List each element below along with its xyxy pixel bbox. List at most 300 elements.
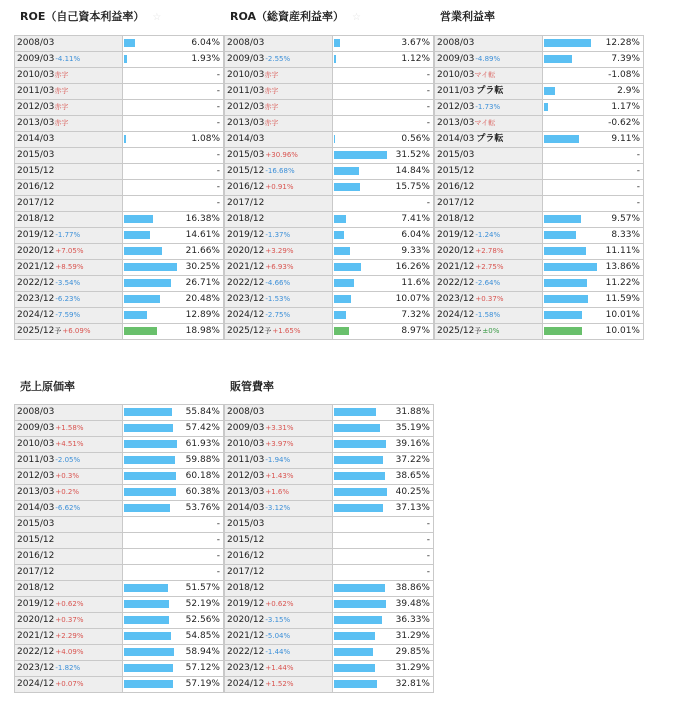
value-label: 57.12% <box>185 663 220 673</box>
table-row <box>15 100 224 116</box>
table-row <box>225 453 434 469</box>
change-value: +2.78% <box>475 247 504 255</box>
period-label: 2024/12 <box>437 310 475 320</box>
value-bar <box>124 456 175 464</box>
table-row <box>15 613 224 629</box>
value-cell <box>333 501 434 517</box>
period-cell <box>15 324 123 340</box>
period-cell <box>225 292 333 308</box>
value-label: - <box>426 86 430 96</box>
period-label: 2019/12 <box>227 599 265 609</box>
favorite-star-icon[interactable]: ☆ <box>352 12 362 23</box>
period-label: 2012/03 <box>437 102 475 112</box>
value-cell <box>333 629 434 645</box>
period-cell <box>15 212 123 228</box>
change-value: +7.05% <box>55 247 84 255</box>
value-cell <box>543 244 644 260</box>
status-note: 赤字 <box>54 71 69 79</box>
period-label: 2020/12 <box>17 246 55 256</box>
table-row <box>225 276 434 292</box>
table-row <box>15 453 224 469</box>
period-label: 2018/12 <box>227 214 265 224</box>
value-bar <box>124 135 126 143</box>
value-bar <box>334 279 354 287</box>
value-label: 14.84% <box>395 166 430 176</box>
value-cell <box>333 292 434 308</box>
period-label: 2025/12 <box>437 326 475 336</box>
period-cell <box>435 148 543 164</box>
value-label: 31.29% <box>395 663 430 673</box>
value-cell <box>123 517 224 533</box>
value-label: - <box>216 102 220 112</box>
change-value: -2.55% <box>265 55 291 63</box>
value-bar <box>334 584 385 592</box>
period-label: 2010/03 <box>227 70 265 80</box>
value-cell <box>123 629 224 645</box>
period-label: 2022/12 <box>437 278 475 288</box>
value-cell <box>123 613 224 629</box>
period-cell <box>225 405 333 421</box>
value-label: 18.98% <box>185 326 220 336</box>
status-note: 赤字 <box>54 103 69 111</box>
period-label: 2015/12 <box>17 166 55 176</box>
period-label: 2021/12 <box>17 262 55 272</box>
value-cell <box>543 132 644 148</box>
value-label: 53.76% <box>185 503 220 513</box>
period-label: 2024/12 <box>227 310 265 320</box>
value-cell <box>123 549 224 565</box>
value-cell <box>123 116 224 132</box>
status-note: 赤字 <box>54 119 69 127</box>
favorite-star-icon[interactable]: ☆ <box>152 12 162 23</box>
period-cell <box>15 645 123 661</box>
value-label: 26.71% <box>185 278 220 288</box>
period-cell <box>225 421 333 437</box>
period-cell <box>435 116 543 132</box>
value-label: 54.85% <box>185 631 220 641</box>
status-note: 赤字 <box>264 87 279 95</box>
panel-title <box>20 378 75 394</box>
period-cell <box>435 324 543 340</box>
value-cell <box>123 421 224 437</box>
value-cell <box>333 148 434 164</box>
table-row <box>15 132 224 148</box>
value-cell <box>123 132 224 148</box>
period-label: 2018/12 <box>17 583 55 593</box>
period-cell <box>225 629 333 645</box>
value-cell <box>543 292 644 308</box>
value-label: 1.17% <box>611 102 640 112</box>
table-row <box>15 84 224 100</box>
value-cell <box>543 196 644 212</box>
value-label: 1.12% <box>401 54 430 64</box>
value-label: 39.48% <box>395 599 430 609</box>
value-bar <box>124 247 162 255</box>
period-cell <box>435 132 543 148</box>
value-bar <box>334 263 361 271</box>
panel-title <box>20 8 161 24</box>
table-row <box>435 52 644 68</box>
operating-margin-table <box>434 35 644 340</box>
value-label: 12.89% <box>185 310 220 320</box>
change-value: -3.15% <box>265 616 291 624</box>
period-cell <box>15 132 123 148</box>
value-label: - <box>426 102 430 112</box>
value-cell <box>333 533 434 549</box>
table-row <box>225 260 434 276</box>
value-cell <box>333 405 434 421</box>
value-cell <box>123 36 224 52</box>
value-cell <box>333 132 434 148</box>
value-bar <box>544 311 582 319</box>
value-bar <box>124 424 173 432</box>
change-value: +3.97% <box>265 440 294 448</box>
table-row <box>435 212 644 228</box>
table-row <box>225 517 434 533</box>
value-cell <box>543 180 644 196</box>
period-label: 2021/12 <box>227 631 265 641</box>
value-bar <box>334 311 346 319</box>
value-cell <box>333 244 434 260</box>
table-row <box>15 196 224 212</box>
panel-title <box>440 8 495 24</box>
period-label: 2024/12 <box>227 679 265 689</box>
value-label: - <box>426 535 430 545</box>
value-cell <box>123 469 224 485</box>
value-cell <box>333 421 434 437</box>
period-cell <box>435 228 543 244</box>
period-label: 2014/03 <box>227 503 265 513</box>
period-cell <box>225 645 333 661</box>
value-bar <box>334 247 350 255</box>
period-cell <box>225 661 333 677</box>
table-row <box>225 212 434 228</box>
status-note: マイ転 <box>474 119 496 127</box>
value-bar <box>124 664 173 672</box>
period-label: 2017/12 <box>17 198 55 208</box>
period-label: 2015/12 <box>227 166 265 176</box>
period-cell <box>225 533 333 549</box>
value-label: - <box>216 551 220 561</box>
value-bar <box>124 408 172 416</box>
period-cell <box>225 324 333 340</box>
value-label: - <box>426 198 430 208</box>
value-label: - <box>636 182 640 192</box>
value-cell <box>333 645 434 661</box>
value-cell <box>123 581 224 597</box>
period-cell <box>15 68 123 84</box>
table-row <box>225 196 434 212</box>
period-label: 2021/12 <box>227 262 265 272</box>
period-cell <box>225 68 333 84</box>
value-cell <box>333 308 434 324</box>
value-cell <box>123 68 224 84</box>
change-value: ±0% <box>482 327 500 335</box>
value-label: - <box>426 70 430 80</box>
period-label: 2023/12 <box>437 294 475 304</box>
value-cell <box>333 517 434 533</box>
value-label: 12.28% <box>605 38 640 48</box>
panel-title-text: ROE（自己資本利益率） <box>20 10 145 23</box>
table-row <box>15 260 224 276</box>
value-cell <box>123 405 224 421</box>
value-bar <box>334 151 387 159</box>
value-cell <box>333 581 434 597</box>
value-cell <box>543 228 644 244</box>
period-label: 2010/03 <box>437 70 475 80</box>
period-label: 2020/12 <box>437 246 475 256</box>
table-row <box>15 597 224 613</box>
value-cell <box>333 164 434 180</box>
change-value: +0.3% <box>55 472 80 480</box>
period-cell <box>15 597 123 613</box>
roa-table <box>224 35 434 340</box>
value-cell <box>123 501 224 517</box>
value-label: 3.67% <box>401 38 430 48</box>
period-cell <box>15 292 123 308</box>
table-row <box>225 677 434 693</box>
value-cell <box>543 52 644 68</box>
value-label: 57.19% <box>185 679 220 689</box>
value-label: - <box>216 86 220 96</box>
period-cell <box>435 292 543 308</box>
period-cell <box>435 180 543 196</box>
change-value: +2.29% <box>55 632 84 640</box>
period-cell <box>225 597 333 613</box>
table-row <box>225 421 434 437</box>
table-row <box>15 180 224 196</box>
period-label: 2022/12 <box>227 647 265 657</box>
sga-table <box>224 404 434 693</box>
change-value: +0.2% <box>55 488 80 496</box>
value-label: 35.19% <box>395 423 430 433</box>
value-cell <box>123 597 224 613</box>
period-label: 2010/03 <box>227 439 265 449</box>
cost-of-sales-table <box>14 404 224 693</box>
change-value: +1.52% <box>265 680 294 688</box>
period-label: 2023/12 <box>227 663 265 673</box>
value-bar <box>334 183 360 191</box>
period-label: 2016/12 <box>227 551 265 561</box>
period-cell <box>435 68 543 84</box>
period-label: 2011/03 <box>437 86 475 96</box>
change-value: +0.62% <box>55 600 84 608</box>
period-label: 2013/03 <box>227 487 265 497</box>
table-row <box>435 148 644 164</box>
period-cell <box>15 565 123 581</box>
table-row <box>225 148 434 164</box>
value-label: 20.48% <box>185 294 220 304</box>
value-label: - <box>216 150 220 160</box>
value-label: 9.33% <box>401 246 430 256</box>
value-bar <box>124 488 176 496</box>
table-row <box>15 52 224 68</box>
value-label: - <box>216 535 220 545</box>
period-label: 2013/03 <box>227 118 265 128</box>
table-row <box>225 68 434 84</box>
value-label: 61.93% <box>185 439 220 449</box>
value-label: - <box>426 567 430 577</box>
value-label: 30.25% <box>185 262 220 272</box>
period-label: 2017/12 <box>17 567 55 577</box>
change-value: +0.07% <box>55 680 84 688</box>
value-cell <box>123 276 224 292</box>
value-bar <box>124 279 171 287</box>
value-bar <box>124 39 135 47</box>
table-row <box>225 645 434 661</box>
value-label: 10.07% <box>395 294 430 304</box>
period-cell <box>15 485 123 501</box>
value-cell <box>333 549 434 565</box>
period-label: 2024/12 <box>17 679 55 689</box>
period-cell <box>435 196 543 212</box>
table-row <box>435 84 644 100</box>
value-bar <box>124 680 173 688</box>
table-row <box>225 629 434 645</box>
panel-title-text: 販管費率 <box>230 380 274 393</box>
period-label: 2015/03 <box>227 150 265 160</box>
period-label: 2008/03 <box>17 407 55 417</box>
period-label: 2009/03 <box>17 423 55 433</box>
period-cell <box>225 244 333 260</box>
change-value: -2.75% <box>265 311 291 319</box>
value-cell <box>333 324 434 340</box>
period-cell <box>225 132 333 148</box>
period-cell <box>225 485 333 501</box>
table-row <box>225 533 434 549</box>
period-label: 2020/12 <box>227 615 265 625</box>
period-cell <box>15 244 123 260</box>
value-cell <box>333 36 434 52</box>
period-cell <box>435 308 543 324</box>
value-cell <box>333 52 434 68</box>
table-row <box>15 533 224 549</box>
change-value: +1.65% <box>272 327 301 335</box>
change-value: -7.59% <box>55 311 81 319</box>
period-label: 2016/12 <box>437 182 475 192</box>
table-row <box>15 405 224 421</box>
period-label: 2010/03 <box>17 439 55 449</box>
value-label: 8.33% <box>611 230 640 240</box>
period-label: 2023/12 <box>17 294 55 304</box>
value-bar <box>334 327 349 335</box>
value-label: 37.13% <box>395 503 430 513</box>
table-row <box>15 116 224 132</box>
period-label: 2025/12 <box>17 326 55 336</box>
period-cell <box>15 84 123 100</box>
period-cell <box>15 276 123 292</box>
period-cell <box>15 228 123 244</box>
period-cell <box>225 260 333 276</box>
period-label: 2012/03 <box>227 471 265 481</box>
value-label: 21.66% <box>185 246 220 256</box>
table-row <box>15 581 224 597</box>
value-cell <box>543 164 644 180</box>
table-row <box>225 501 434 517</box>
period-cell <box>225 501 333 517</box>
value-bar <box>124 504 170 512</box>
period-label: 2008/03 <box>227 38 265 48</box>
period-cell <box>225 164 333 180</box>
value-label: 2.9% <box>617 86 640 96</box>
table-row <box>15 292 224 308</box>
period-label: 2021/12 <box>17 631 55 641</box>
period-label: 2023/12 <box>227 294 265 304</box>
period-label: 2011/03 <box>17 455 55 465</box>
period-cell <box>435 276 543 292</box>
period-label: 2008/03 <box>227 407 265 417</box>
period-cell <box>225 469 333 485</box>
value-cell <box>333 597 434 613</box>
table-row <box>435 196 644 212</box>
table-row <box>15 485 224 501</box>
period-cell <box>225 148 333 164</box>
value-cell <box>123 661 224 677</box>
table-row <box>225 581 434 597</box>
value-cell <box>333 437 434 453</box>
period-label: 2008/03 <box>437 38 475 48</box>
table-row <box>15 212 224 228</box>
value-bar <box>334 231 344 239</box>
value-bar <box>334 504 383 512</box>
table-row <box>225 549 434 565</box>
table-row <box>15 661 224 677</box>
value-label: 16.26% <box>395 262 430 272</box>
change-value: +6.09% <box>62 327 91 335</box>
value-cell <box>123 100 224 116</box>
table-row <box>435 116 644 132</box>
period-label: 2009/03 <box>437 54 475 64</box>
change-value: -1.82% <box>55 664 81 672</box>
value-label: 52.56% <box>185 615 220 625</box>
period-label: 2024/12 <box>17 310 55 320</box>
value-bar <box>334 616 382 624</box>
value-cell <box>333 180 434 196</box>
period-cell <box>225 52 333 68</box>
value-label: 60.18% <box>185 471 220 481</box>
period-label: 2022/12 <box>17 647 55 657</box>
table-row <box>15 565 224 581</box>
value-label: 38.86% <box>395 583 430 593</box>
value-cell <box>543 116 644 132</box>
value-label: - <box>426 519 430 529</box>
table-row <box>225 565 434 581</box>
value-label: 0.56% <box>401 134 430 144</box>
period-cell <box>435 100 543 116</box>
change-value: -1.24% <box>475 231 501 239</box>
value-cell <box>543 324 644 340</box>
table-row <box>225 437 434 453</box>
value-cell <box>543 84 644 100</box>
value-label: 58.94% <box>185 647 220 657</box>
table-row <box>15 148 224 164</box>
value-label: 60.38% <box>185 487 220 497</box>
period-label: 2016/12 <box>17 551 55 561</box>
table-row <box>225 613 434 629</box>
period-cell <box>15 581 123 597</box>
panel-title-text: 売上原価率 <box>20 380 75 393</box>
period-label: 2020/12 <box>17 615 55 625</box>
value-label: 8.97% <box>401 326 430 336</box>
period-label: 2013/03 <box>17 487 55 497</box>
value-label: 16.38% <box>185 214 220 224</box>
period-label: 2015/12 <box>437 166 475 176</box>
period-cell <box>435 212 543 228</box>
value-label: 32.81% <box>395 679 430 689</box>
period-cell <box>15 180 123 196</box>
table-row <box>435 228 644 244</box>
value-bar <box>334 472 385 480</box>
